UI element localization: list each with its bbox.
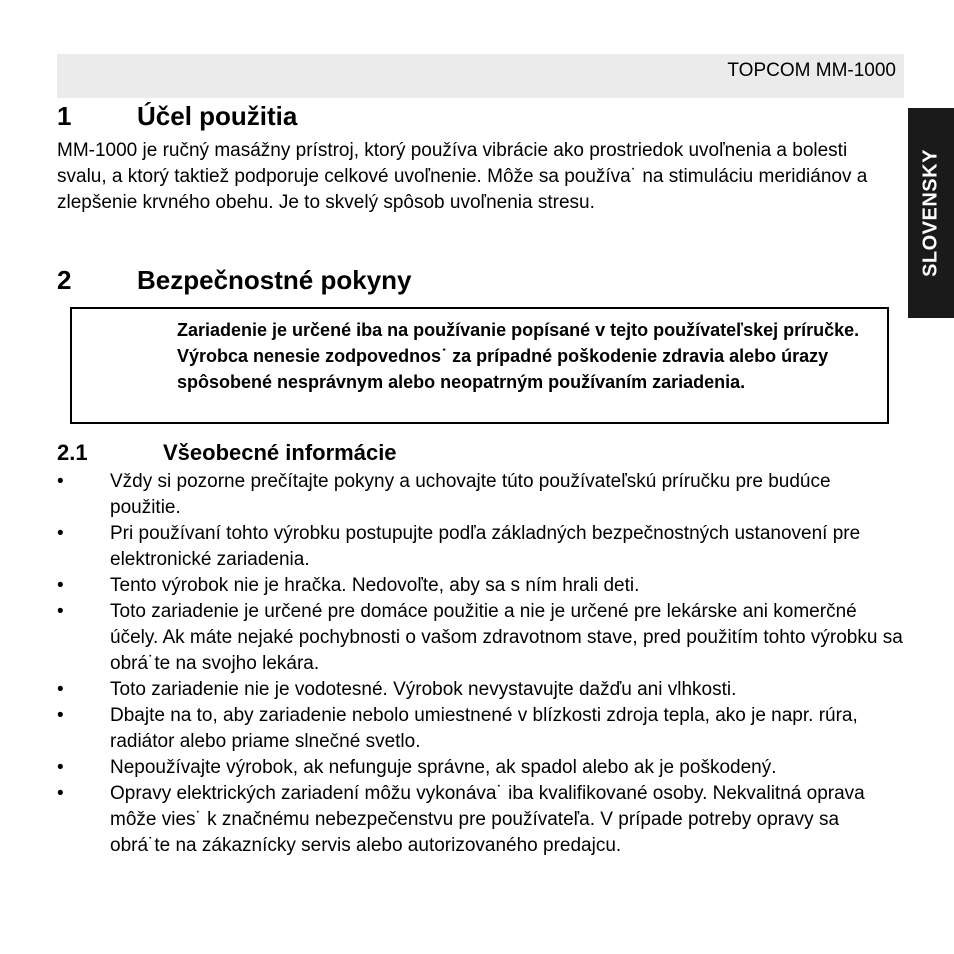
list-item bbox=[57, 703, 904, 755]
list-item-text: Opravy elektrických zariadení môžu vykonáva˙ iba kvalifikované osoby. Nekvalitná oprava môže vies˙ k značnému nebezpečenstvu pre používateľa. V prípade potreby opravy sa obrá˙te na zákaznícky servis alebo autorizovaného predajcu. bbox=[110, 783, 865, 856]
bullet-icon: • bbox=[57, 523, 64, 544]
warning-box bbox=[70, 307, 889, 424]
list-item bbox=[57, 521, 904, 573]
section-1-body: MM-1000 je ručný masážny prístroj, ktorý používa vibrácie ako prostriedok uvoľnenia a bolesti svalu, a ktorý taktiež podporuje celkové uvoľnenie. Môže sa používa˙ na stimuláciu meridiánov a zlepšenie krvného obehu. Je to skvelý spôsob uvoľnenia stresu. bbox=[57, 140, 868, 213]
section-2-number: 2 bbox=[57, 265, 72, 295]
list-item bbox=[57, 781, 904, 859]
bullet-icon: • bbox=[57, 705, 64, 726]
section-1-number: 1 bbox=[57, 101, 72, 131]
list-item-text: Toto zariadenie nie je vodotesné. Výrobok nevystavujte dažďu ani vlhkosti. bbox=[110, 679, 737, 700]
section-2-1-title: Všeobecné informácie bbox=[163, 440, 397, 465]
section-1-title: Účel použitia bbox=[137, 101, 298, 131]
bullet-icon: • bbox=[57, 575, 64, 596]
bullet-icon: • bbox=[57, 601, 64, 622]
warning-text: Zariadenie je určené iba na používanie popísané v tejto používateľskej príručke. Výrobca nenesie zodpovednos˙ za prípadné poškodenie zdravia alebo úrazy spôsobené nesprávnym alebo neopatrným používaním zariadenia. bbox=[177, 320, 860, 392]
bullet-icon: • bbox=[57, 679, 64, 700]
section-2-1-number: 2.1 bbox=[57, 440, 88, 465]
list-item bbox=[57, 677, 904, 703]
list-item-text: Tento výrobok nie je hračka. Nedovoľte, aby sa s ním hrali deti. bbox=[110, 575, 640, 596]
list-item-text: Nepoužívajte výrobok, ak nefunguje správne, ak spadol alebo ak je poškodený. bbox=[110, 757, 777, 778]
list-item-text: Pri používaní tohto výrobku postupujte podľa základných bezpečnostných ustanovení pre elektronické zariadenia. bbox=[110, 523, 861, 570]
section-2-title: Bezpečnostné pokyny bbox=[137, 265, 412, 295]
safety-bullet-list bbox=[57, 469, 904, 859]
list-item bbox=[57, 755, 904, 781]
bullet-icon: • bbox=[57, 783, 64, 804]
language-label: SLOVENSKY bbox=[919, 149, 942, 277]
list-item-text: Dbajte na to, aby zariadenie nebolo umiestnené v blízkosti zdroja tepla, ako je napr. rúra, radiátor alebo priame slnečné svetlo. bbox=[110, 705, 858, 752]
header-title: TOPCOM MM-1000 bbox=[727, 60, 896, 81]
bullet-icon: • bbox=[57, 757, 64, 778]
language-side-tab bbox=[908, 108, 954, 318]
list-item bbox=[57, 469, 904, 521]
bullet-icon: • bbox=[57, 471, 64, 492]
list-item-text: Toto zariadenie je určené pre domáce použitie a nie je určené pre lekárske ani komerčné účely. Ak máte nejaké pochybnosti o vašom zdravotnom stave, pred použitím tohto výrobku sa obrá˙te na svojho lekára. bbox=[110, 601, 903, 674]
list-item bbox=[57, 573, 904, 599]
header-bar bbox=[57, 54, 904, 98]
list-item-text: Vždy si pozorne prečítajte pokyny a uchovajte túto používateľskú príručku pre budúce použitie. bbox=[110, 471, 831, 518]
list-item bbox=[57, 599, 904, 677]
